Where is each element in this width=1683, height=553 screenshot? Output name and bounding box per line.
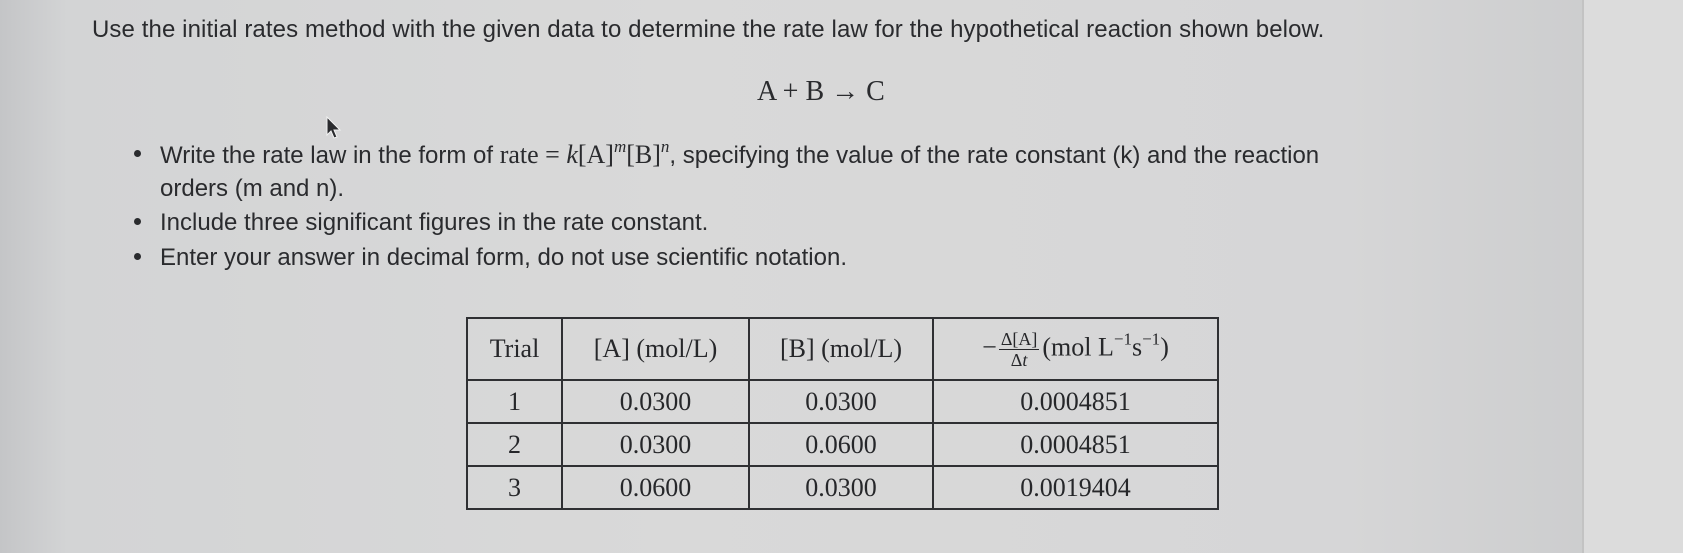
cell-conc-b: 0.0300	[749, 466, 933, 509]
cell-trial: 2	[467, 423, 562, 466]
header-rate: − $\frac{\Delta[A]}{\Delta t}$ (mol $L^{-1}s^{-1}$)	[933, 318, 1218, 380]
cell-rate: 0.0019404	[933, 466, 1218, 509]
bullet-dot-icon	[134, 253, 141, 260]
instruction-text: Include three significant figures in the rate constant.	[160, 209, 709, 236]
cell-conc-a: 0.0300	[562, 423, 749, 466]
side-panel	[1582, 0, 1683, 553]
table-row	[467, 466, 1218, 509]
instruction-text-continued: orders (m and n).	[160, 175, 345, 202]
bullet-dot-icon	[134, 150, 141, 157]
question-intro: Use the initial rates method with the given data to determine the rate law for the hypothetical reaction shown below.	[92, 16, 1325, 43]
cell-conc-a: 0.0300	[562, 380, 749, 423]
cell-trial: 1	[467, 380, 562, 423]
header-conc-a: [A] (mol/L)	[562, 318, 749, 380]
reaction-equation: A + B → C	[757, 76, 885, 107]
instruction-text: Enter your answer in decimal form, do not use scientific notation.	[160, 244, 847, 271]
cell-rate: 0.0004851	[933, 423, 1218, 466]
cell-conc-a: 0.0600	[562, 466, 749, 509]
cell-trial: 3	[467, 466, 562, 509]
table-row	[467, 380, 1218, 423]
table-header-row	[467, 318, 1218, 380]
header-trial: Trial	[467, 318, 562, 380]
rate-data-table	[466, 317, 1219, 510]
rate-law-form: rate = $k[A]^m[B]^n$	[499, 137, 670, 169]
cell-conc-b: 0.0600	[749, 423, 933, 466]
table-row	[467, 423, 1218, 466]
cell-conc-b: 0.0300	[749, 380, 933, 423]
instruction-text	[160, 138, 1319, 173]
instruction-text-pre: Write the rate law in the form of	[160, 142, 500, 169]
instruction-text-post: , specifying the value of the rate constant (k) and the reaction	[669, 142, 1320, 169]
cell-rate: 0.0004851	[933, 380, 1218, 423]
mouse-cursor-icon	[326, 116, 342, 140]
bullet-dot-icon	[134, 218, 141, 225]
header-conc-b: [B] (mol/L)	[749, 318, 933, 380]
